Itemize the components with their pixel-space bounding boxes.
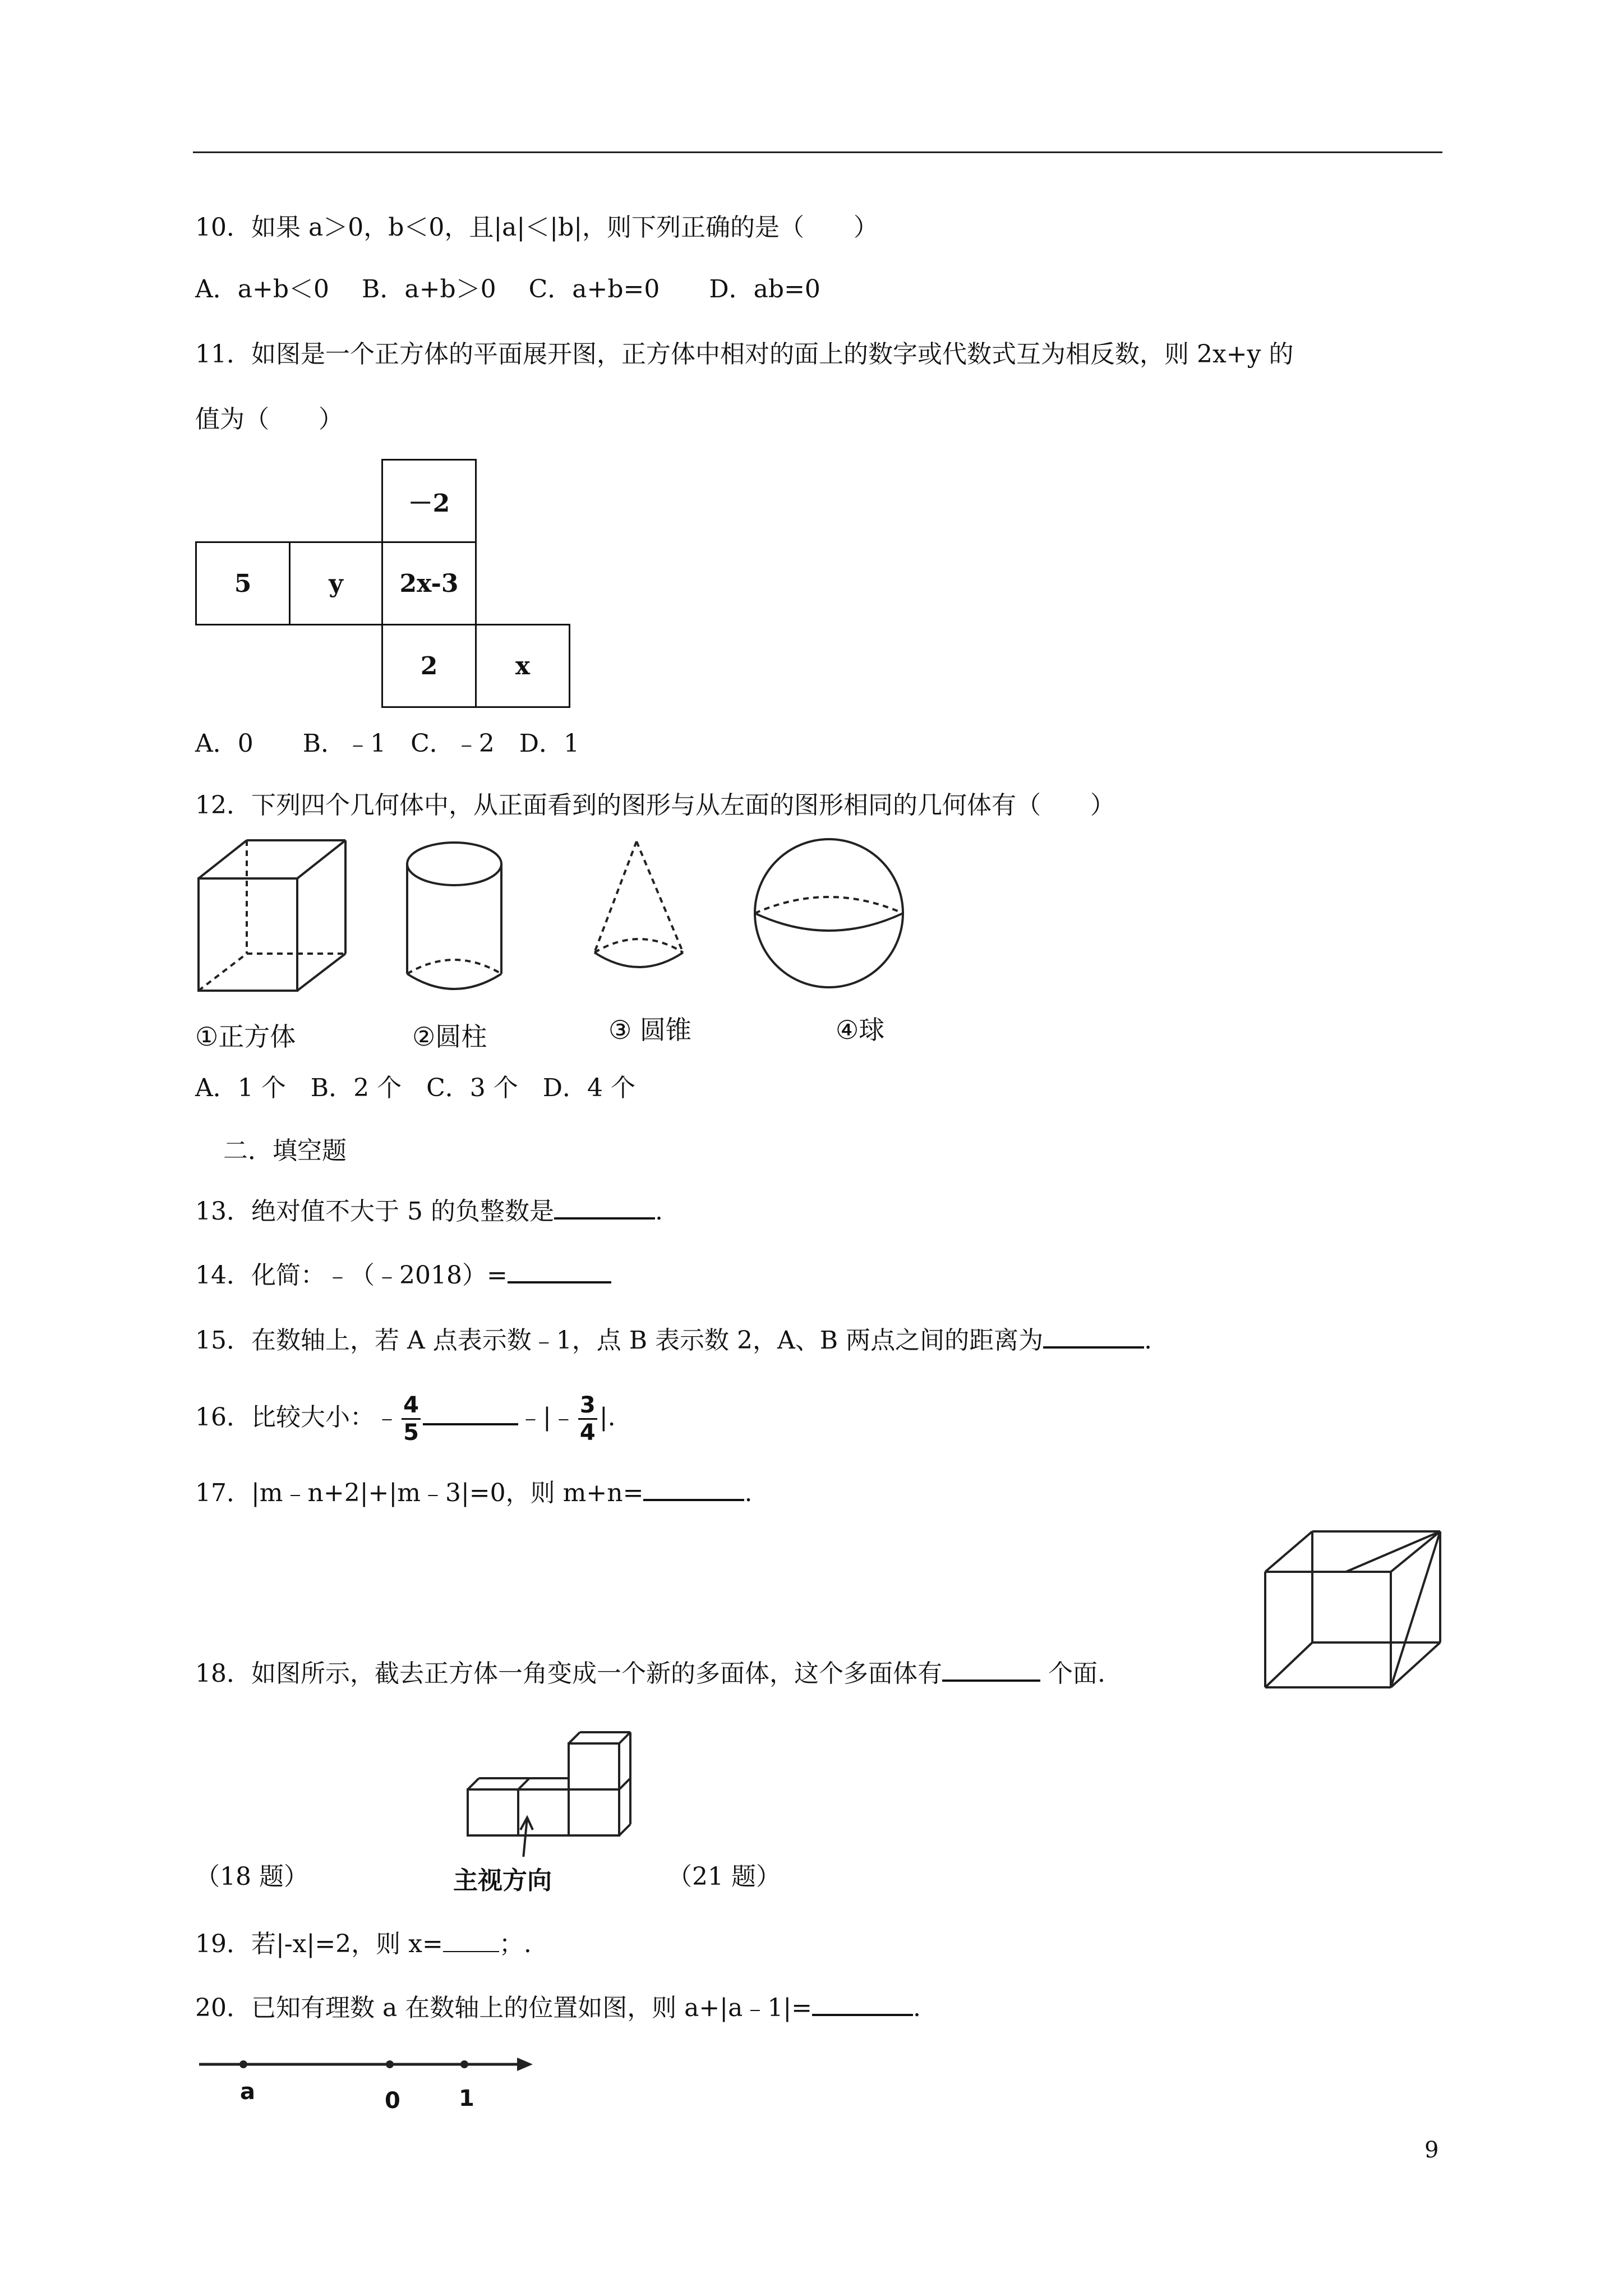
q19-blank[interactable] xyxy=(443,1929,499,1952)
point-a xyxy=(239,2060,247,2068)
q14-text: 14．化简：﹣（﹣2018）= xyxy=(195,1261,508,1290)
q20-end: . xyxy=(913,1994,921,2022)
fraction-3-4 xyxy=(578,1392,597,1446)
view-direction-label: 主视方向 xyxy=(453,1866,552,1895)
section-title: 二．填空题 xyxy=(223,1137,347,1165)
fraction-2-denominator: 4 xyxy=(579,1420,596,1446)
number-line-label-0: 0 xyxy=(385,2088,400,2114)
q15-blank[interactable] xyxy=(1043,1324,1144,1349)
q13-blank[interactable] xyxy=(554,1195,655,1220)
q20 xyxy=(195,1991,921,2024)
number-line-label-1: 1 xyxy=(459,2086,474,2111)
page-number: 9 xyxy=(1424,2137,1439,2163)
number-line-label-a: a xyxy=(240,2079,255,2105)
solid-label-cylinder: ②圆柱 xyxy=(412,1022,487,1052)
cylinder-solid-icon xyxy=(407,843,501,989)
q18-end: 个面. xyxy=(1040,1659,1105,1688)
net-cell-5: 5 xyxy=(195,541,291,625)
q16-blank[interactable] xyxy=(423,1401,518,1425)
q14 xyxy=(195,1259,611,1291)
fraction-1-denominator: 5 xyxy=(403,1420,419,1446)
fraction-1-numerator: 4 xyxy=(403,1392,419,1418)
number-line-arrow-icon xyxy=(517,2058,533,2071)
solid-label-cube: ①正方体 xyxy=(195,1022,296,1052)
q18-blank[interactable] xyxy=(942,1657,1040,1682)
net-cell-x: x xyxy=(475,624,570,708)
truncated-cube-figure xyxy=(1262,1526,1447,1700)
point-1 xyxy=(460,2060,468,2068)
q12-text: 12．下列四个几何体中，从正面看到的图形与从左面的图形相同的几何体有（ ） xyxy=(195,791,1115,820)
solid-label-sphere: ④球 xyxy=(836,1015,885,1045)
q11-options: A．0 B．﹣1 C．﹣2 D．1 xyxy=(195,729,580,758)
net-cell-2x-3: 2x-3 xyxy=(381,541,477,625)
q11-text-2: 值为（ ） xyxy=(195,405,343,434)
fraction-4-5 xyxy=(402,1392,421,1446)
cube-solid-icon xyxy=(199,840,345,991)
q15-text: 15．在数轴上，若 A 点表示数﹣1，点 B 表示数 2，A、B 两点之间的距离为 xyxy=(195,1326,1044,1355)
q12-options: A．1 个 B．2 个 C．3 个 D．4 个 xyxy=(195,1074,635,1102)
q19-text: 19．若|-x|=2，则 x= xyxy=(195,1930,443,1958)
q16-text: 16．比较大小：﹣ xyxy=(195,1403,399,1432)
q10-options: A．a+b＜0 B．a+b＞0 C．a+b=0 D．ab=0 xyxy=(195,275,820,303)
q15 xyxy=(195,1324,1152,1356)
point-0 xyxy=(386,2060,394,2068)
q17-text: 17．|m﹣n+2|+|m﹣3|=0，则 m+n= xyxy=(195,1479,644,1507)
q15-end: . xyxy=(1144,1326,1152,1355)
sphere-solid-icon xyxy=(755,839,903,987)
q17-blank[interactable] xyxy=(643,1476,744,1501)
q16-end: |. xyxy=(599,1403,616,1432)
q19-end: ；. xyxy=(499,1930,532,1958)
q17-end: . xyxy=(744,1479,753,1507)
solid-label-cone: ③ 圆锥 xyxy=(608,1015,691,1045)
q18 xyxy=(195,1657,1105,1690)
q16 xyxy=(195,1387,616,1448)
q20-text: 20．已知有理数 a 在数轴上的位置如图，则 a+|a﹣1|= xyxy=(195,1994,813,2022)
q13-end: . xyxy=(654,1197,663,1226)
header-rule xyxy=(193,151,1442,153)
net-cell-y: y xyxy=(289,541,383,625)
q14-blank[interactable] xyxy=(508,1259,611,1283)
q13 xyxy=(195,1195,663,1227)
cone-solid-icon xyxy=(594,841,683,967)
net-cell-top: －2 xyxy=(381,459,477,543)
q13-text: 13．绝对值不大于 5 的负整数是 xyxy=(195,1197,554,1226)
q11-text-1: 11．如图是一个正方体的平面展开图，正方体中相对的面上的数字或代数式互为相反数，则 2x+y 的 xyxy=(195,340,1294,369)
cube-stack-figure xyxy=(460,1705,651,1857)
fraction-2-numerator: 3 xyxy=(579,1392,596,1418)
q19 xyxy=(195,1929,532,1960)
q10-text: 10．如果 a＞0，b＜0，且|a|＜|b|，则下列正确的是（ ） xyxy=(195,213,879,242)
caption-21: （21 题） xyxy=(667,1862,781,1891)
q18-text: 18．如图所示，截去正方体一角变成一个新的多面体，这个多面体有 xyxy=(195,1659,942,1688)
net-cell-2: 2 xyxy=(381,624,477,708)
caption-18: （18 题） xyxy=(195,1862,308,1891)
q20-blank[interactable] xyxy=(812,1991,913,2016)
q17 xyxy=(195,1476,752,1509)
q16-mid: ﹣|﹣ xyxy=(518,1403,576,1432)
